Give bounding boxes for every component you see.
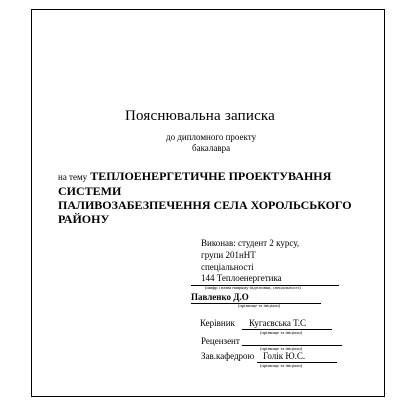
supervisor-caption: (прізвище та ініціали) — [260, 330, 303, 335]
specialty-label: спеціальності — [201, 262, 254, 272]
project-type-line: до дипломного проекту — [166, 132, 257, 142]
supervisor-name: Кугаєвська Т.С — [249, 318, 307, 328]
head-of-department-caption: (прізвище та ініціали) — [260, 363, 303, 368]
reviewer-label: Рецензент — [201, 336, 240, 346]
group-label: групи 201нНТ — [201, 250, 256, 260]
topic-block — [58, 169, 388, 226]
student-name-caption: (прізвище та ініціали) — [238, 303, 281, 308]
supervisor-label: Керівник — [200, 318, 235, 328]
head-of-department-name: Голік Ю.С. — [263, 351, 306, 361]
topic-prefix: на тему — [58, 172, 88, 182]
specialty-value: 144 Теплоенергетика — [201, 273, 282, 283]
degree-line: бакалавра — [192, 143, 231, 153]
performed-by-label: Виконав: студент 2 курсу, — [201, 238, 300, 248]
reviewer-caption: (прізвище та ініціали) — [260, 346, 303, 351]
document-title: Пояснювальна записка — [124, 108, 276, 124]
topic-line-1: ТЕПЛОЕНЕРГЕТИЧНЕ ПРОЕКТУВАННЯ СИСТЕМИ — [58, 169, 332, 198]
topic-line-2: ПАЛИВОЗАБЕЗПЕЧЕННЯ СЕЛА ХОРОЛЬСЬКОГО РАЙОНУ — [58, 198, 352, 226]
head-of-department-label: Зав.кафедрою — [201, 351, 255, 361]
specialty-caption: (шифр і назва напряму підготовки, спеціальності) — [205, 285, 301, 290]
student-name: Павленко Д.О — [191, 292, 249, 302]
